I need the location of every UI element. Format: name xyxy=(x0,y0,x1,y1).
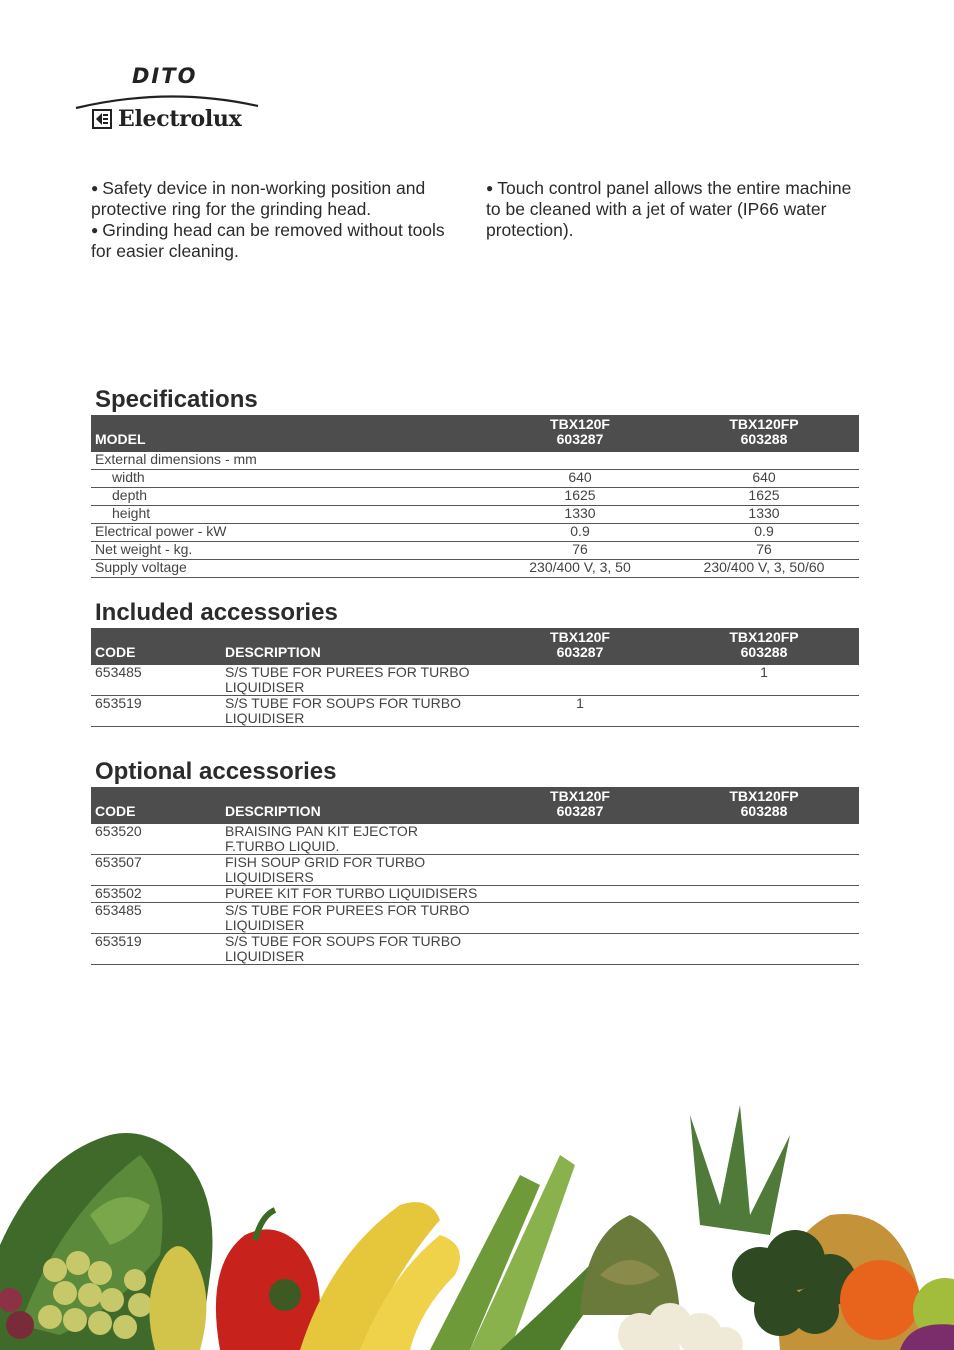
code-header: CODE xyxy=(91,787,221,824)
description-header: DESCRIPTION xyxy=(221,787,491,824)
table-row: 653519 S/S TUBE FOR SOUPS FOR TURBO LIQUIDISER xyxy=(91,934,859,965)
brand-logo xyxy=(74,64,264,134)
bullet-icon: ● xyxy=(91,223,99,237)
table-row: width 640 640 xyxy=(91,470,859,488)
model-2-header: TBX120FP 603288 xyxy=(669,415,859,452)
electrolux-emblem-icon xyxy=(92,109,112,129)
model-2-header: TBX120FP 603288 xyxy=(669,628,859,665)
features-left xyxy=(91,178,461,262)
dito-wordmark: DITO xyxy=(132,64,198,88)
table-row: 653485 S/S TUBE FOR PUREES FOR TURBO LIQUIDISER 1 xyxy=(91,665,859,696)
table-header xyxy=(91,415,859,452)
features-right xyxy=(486,178,856,241)
model-1-header: TBX120F 603287 xyxy=(491,415,669,452)
feature-item: ● Grinding head can be removed without tools for easier cleaning. xyxy=(91,220,445,261)
table-row: Supply voltage 230/400 V, 3, 50 230/400 V, 3, 50/60 xyxy=(91,560,859,578)
table-row: depth 1625 1625 xyxy=(91,488,859,506)
model-header: MODEL xyxy=(91,415,491,452)
electrolux-wordmark: Electrolux xyxy=(118,106,242,132)
table-row: 653519 S/S TUBE FOR SOUPS FOR TURBO LIQUIDISER 1 xyxy=(91,696,859,727)
table-row: 653520 BRAISING PAN KIT EJECTOR F.TURBO LIQUID. xyxy=(91,824,859,855)
table-row: Electrical power - kW 0.9 0.9 xyxy=(91,524,859,542)
table-row: Net weight - kg. 76 76 xyxy=(91,542,859,560)
model-1-header: TBX120F 603287 xyxy=(491,628,669,665)
model-1-header: TBX120F 603287 xyxy=(491,787,669,824)
table-header xyxy=(91,787,859,824)
code-header: CODE xyxy=(91,628,221,665)
table-row xyxy=(91,452,859,470)
model-2-header: TBX120FP 603288 xyxy=(669,787,859,824)
description-header: DESCRIPTION xyxy=(221,628,491,665)
optional-accessories-table xyxy=(91,787,859,965)
vegetables-photo xyxy=(0,1095,954,1350)
optional-accessories-title: Optional accessories xyxy=(95,758,337,785)
included-accessories-title: Included accessories xyxy=(95,599,338,626)
table-row: 653507 FISH SOUP GRID FOR TURBO LIQUIDISERS xyxy=(91,855,859,886)
specifications-table xyxy=(91,415,859,578)
feature-item: ● Safety device in non-working position and protective ring for the grinding head. xyxy=(91,178,426,219)
table-row: 653485 S/S TUBE FOR PUREES FOR TURBO LIQUIDISER xyxy=(91,903,859,934)
table-row: height 1330 1330 xyxy=(91,506,859,524)
bullet-icon: ● xyxy=(486,181,494,195)
spec-group-label: External dimensions - mm xyxy=(91,452,859,470)
bullet-icon: ● xyxy=(91,181,99,195)
table-header xyxy=(91,628,859,665)
table-row: 653502 PUREE KIT FOR TURBO LIQUIDISERS xyxy=(91,886,859,903)
included-accessories-table xyxy=(91,628,859,727)
feature-item: ● Touch control panel allows the entire machine to be cleaned with a jet of water (IP66 water protection). xyxy=(486,178,852,240)
specifications-title: Specifications xyxy=(95,386,258,413)
